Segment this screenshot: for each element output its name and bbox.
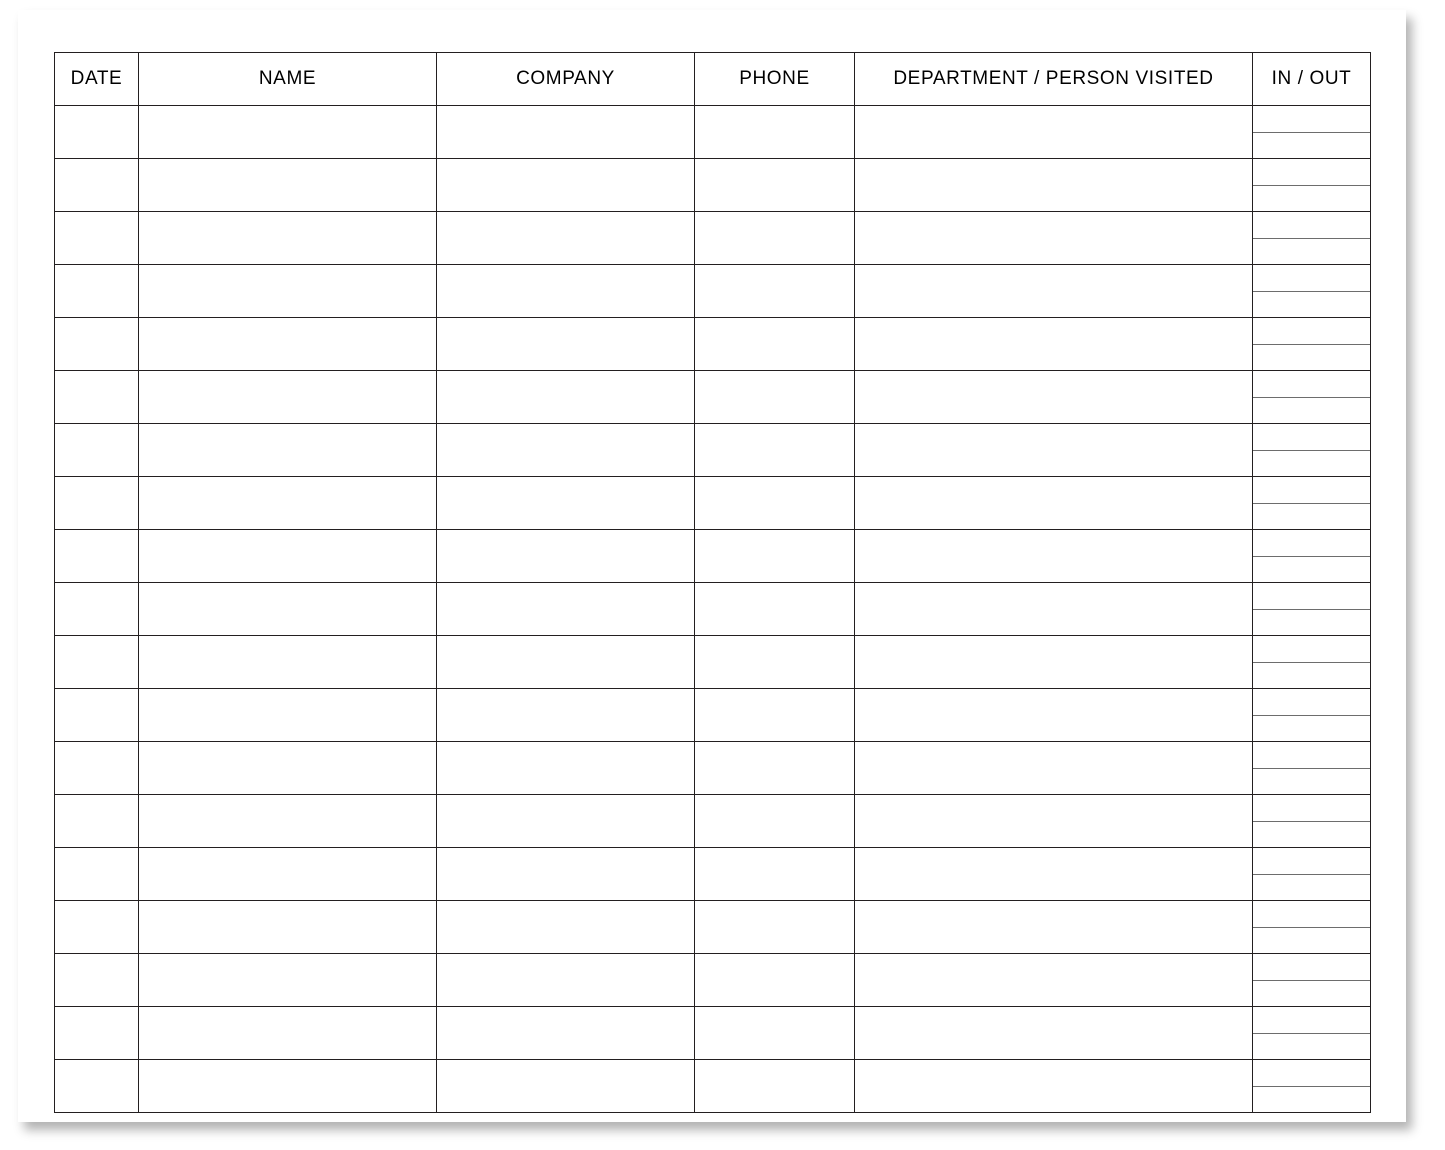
cell-dept[interactable] [855,1060,1253,1113]
cell-value-date [55,795,138,847]
cell-value-phone [695,689,854,741]
cell-value-company [437,636,694,688]
cell-value-in [1253,212,1370,238]
cell-value-in [1253,265,1370,291]
cell-value-out [1253,662,1370,688]
cell-value-out [1253,132,1370,158]
cell-value-company [437,795,694,847]
cell-date[interactable] [55,106,139,159]
cell-value-out [1253,980,1370,1006]
table-row[interactable] [55,901,1371,954]
table-row[interactable] [55,1060,1371,1113]
cell-value-in [1253,371,1370,397]
cell-company[interactable] [437,848,695,901]
cell-value-phone [695,848,854,900]
cell-phone[interactable] [695,689,855,742]
cell-value-company [437,742,694,794]
cell-value-name [139,477,436,529]
cell-value-name [139,636,436,688]
cell-value-date [55,636,138,688]
cell-dept[interactable] [855,424,1253,477]
cell-name[interactable] [139,212,437,265]
cell-date[interactable] [55,424,139,477]
cell-company[interactable] [437,1007,695,1060]
cell-value-dept [855,583,1252,635]
cell-value-date [55,901,138,953]
cell-value-date [55,1007,138,1059]
cell-value-dept [855,212,1252,264]
cell-value-name [139,795,436,847]
cell-name[interactable] [139,795,437,848]
cell-phone[interactable] [695,1007,855,1060]
in-out-divider-rule [1253,291,1370,292]
cell-value-name [139,212,436,264]
cell-value-name [139,954,436,1006]
in-out-divider-rule [1253,503,1370,504]
cell-value-company [437,901,694,953]
cell-name[interactable] [139,954,437,1007]
cell-phone[interactable] [695,530,855,583]
table-row[interactable] [55,530,1371,583]
cell-value-name [139,265,436,317]
cell-in-out[interactable] [1253,371,1371,424]
cell-value-date [55,318,138,370]
cell-value-phone [695,583,854,635]
cell-date[interactable] [55,265,139,318]
cell-company[interactable] [437,1060,695,1113]
cell-value-company [437,1060,694,1112]
cell-value-dept [855,848,1252,900]
cell-dept[interactable] [855,954,1253,1007]
cell-phone[interactable] [695,636,855,689]
table-row[interactable] [55,583,1371,636]
cell-name[interactable] [139,159,437,212]
cell-phone[interactable] [695,583,855,636]
cell-dept[interactable] [855,212,1253,265]
cell-company[interactable] [437,901,695,954]
cell-value-company [437,848,694,900]
cell-date[interactable] [55,159,139,212]
cell-value-dept [855,636,1252,688]
cell-value-date [55,848,138,900]
cell-date[interactable] [55,636,139,689]
cell-phone[interactable] [695,1060,855,1113]
cell-value-name [139,1060,436,1112]
cell-value-dept [855,1007,1252,1059]
cell-phone[interactable] [695,901,855,954]
cell-value-out [1253,503,1370,529]
cell-value-company [437,159,694,211]
cell-value-out [1253,556,1370,582]
cell-value-out [1253,291,1370,317]
cell-value-out [1253,450,1370,476]
cell-value-out [1253,715,1370,741]
cell-value-in [1253,954,1370,980]
cell-in-out[interactable] [1253,901,1371,954]
cell-value-dept [855,901,1252,953]
cell-company[interactable] [437,530,695,583]
cell-value-out [1253,1086,1370,1112]
cell-value-in [1253,159,1370,185]
table-row[interactable] [55,371,1371,424]
cell-name[interactable] [139,689,437,742]
cell-in-out[interactable] [1253,583,1371,636]
in-out-divider-rule [1253,768,1370,769]
cell-value-company [437,477,694,529]
cell-date[interactable] [55,1007,139,1060]
cell-value-phone [695,265,854,317]
cell-value-in [1253,1060,1370,1086]
cell-in-out[interactable] [1253,636,1371,689]
cell-value-in [1253,106,1370,132]
cell-value-name [139,106,436,158]
cell-dept[interactable] [855,689,1253,742]
cell-date[interactable] [55,954,139,1007]
cell-phone[interactable] [695,265,855,318]
cell-in-out[interactable] [1253,106,1371,159]
cell-value-out [1253,238,1370,264]
cell-phone[interactable] [695,318,855,371]
cell-in-out[interactable] [1253,159,1371,212]
table-row[interactable] [55,795,1371,848]
cell-value-date [55,159,138,211]
table-row[interactable] [55,212,1371,265]
cell-value-name [139,742,436,794]
cell-value-out [1253,185,1370,211]
cell-value-dept [855,742,1252,794]
cell-value-date [55,689,138,741]
cell-value-dept [855,318,1252,370]
cell-name[interactable] [139,848,437,901]
in-out-divider-rule [1253,344,1370,345]
cell-value-dept [855,371,1252,423]
in-out-divider-rule [1253,662,1370,663]
cell-value-dept [855,1060,1252,1112]
cell-value-name [139,689,436,741]
cell-company[interactable] [437,318,695,371]
cell-phone[interactable] [695,424,855,477]
cell-value-company [437,318,694,370]
cell-value-phone [695,106,854,158]
cell-value-dept [855,689,1252,741]
cell-value-out [1253,397,1370,423]
cell-value-phone [695,1007,854,1059]
cell-value-name [139,901,436,953]
cell-value-in [1253,795,1370,821]
cell-dept[interactable] [855,901,1253,954]
cell-date[interactable] [55,1060,139,1113]
cell-value-name [139,424,436,476]
cell-value-in [1253,583,1370,609]
cell-value-company [437,583,694,635]
cell-value-dept [855,954,1252,1006]
cell-date[interactable] [55,318,139,371]
table-header [55,53,1371,106]
cell-value-out [1253,874,1370,900]
cell-value-in [1253,424,1370,450]
cell-name[interactable] [139,742,437,795]
cell-dept[interactable] [855,636,1253,689]
cell-dept[interactable] [855,742,1253,795]
cell-in-out[interactable] [1253,795,1371,848]
column-header-department-person-visited: DEPARTMENT / PERSON VISITED [855,53,1253,106]
in-out-divider-rule [1253,821,1370,822]
cell-value-company [437,689,694,741]
cell-in-out[interactable] [1253,477,1371,530]
cell-in-out[interactable] [1253,742,1371,795]
cell-value-company [437,212,694,264]
cell-value-name [139,848,436,900]
cell-company[interactable] [437,212,695,265]
cell-date[interactable] [55,477,139,530]
cell-value-date [55,106,138,158]
cell-value-name [139,159,436,211]
cell-value-company [437,530,694,582]
cell-value-name [139,1007,436,1059]
cell-value-date [55,583,138,635]
in-out-divider-rule [1253,238,1370,239]
cell-dept[interactable] [855,371,1253,424]
cell-dept[interactable] [855,795,1253,848]
cell-phone[interactable] [695,159,855,212]
table-row[interactable] [55,636,1371,689]
cell-name[interactable] [139,583,437,636]
cell-value-in [1253,530,1370,556]
cell-value-name [139,318,436,370]
table-row[interactable] [55,689,1371,742]
cell-value-date [55,530,138,582]
in-out-divider-rule [1253,397,1370,398]
cell-value-out [1253,1033,1370,1059]
cell-company[interactable] [437,636,695,689]
cell-value-date [55,742,138,794]
table-row[interactable] [55,954,1371,1007]
cell-name[interactable] [139,901,437,954]
cell-value-name [139,583,436,635]
cell-value-in [1253,848,1370,874]
cell-company[interactable] [437,795,695,848]
cell-value-phone [695,477,854,529]
cell-phone[interactable] [695,954,855,1007]
cell-dept[interactable] [855,1007,1253,1060]
cell-value-phone [695,1060,854,1112]
cell-dept[interactable] [855,159,1253,212]
cell-in-out[interactable] [1253,318,1371,371]
cell-dept[interactable] [855,265,1253,318]
cell-phone[interactable] [695,212,855,265]
cell-value-phone [695,424,854,476]
cell-company[interactable] [437,265,695,318]
cell-date[interactable] [55,583,139,636]
cell-in-out[interactable] [1253,530,1371,583]
cell-value-company [437,106,694,158]
column-header-in-out: IN / OUT [1253,53,1371,106]
table-row[interactable] [55,742,1371,795]
cell-value-company [437,1007,694,1059]
in-out-divider-rule [1253,715,1370,716]
cell-value-company [437,424,694,476]
cell-value-out [1253,344,1370,370]
cell-date[interactable] [55,901,139,954]
cell-name[interactable] [139,371,437,424]
cell-name[interactable] [139,530,437,583]
cell-company[interactable] [437,159,695,212]
cell-dept[interactable] [855,530,1253,583]
cell-value-date [55,265,138,317]
cell-value-phone [695,212,854,264]
cell-date[interactable] [55,689,139,742]
cell-phone[interactable] [695,371,855,424]
table-row[interactable] [55,265,1371,318]
cell-dept[interactable] [855,477,1253,530]
cell-in-out[interactable] [1253,424,1371,477]
cell-value-in [1253,318,1370,344]
cell-value-name [139,530,436,582]
cell-value-name [139,371,436,423]
cell-value-in [1253,636,1370,662]
cell-company[interactable] [437,477,695,530]
in-out-divider-rule [1253,1033,1370,1034]
column-header-date: DATE [55,53,139,106]
cell-date[interactable] [55,371,139,424]
column-header-phone: PHONE [695,53,855,106]
cell-dept[interactable] [855,583,1253,636]
cell-value-date [55,424,138,476]
cell-value-date [55,371,138,423]
cell-company[interactable] [437,742,695,795]
table-header-row [55,53,1371,106]
cell-name[interactable] [139,636,437,689]
cell-date[interactable] [55,530,139,583]
cell-value-dept [855,106,1252,158]
cell-value-phone [695,954,854,1006]
cell-value-date [55,212,138,264]
cell-in-out[interactable] [1253,1060,1371,1113]
cell-phone[interactable] [695,106,855,159]
cell-value-phone [695,318,854,370]
cell-value-date [55,954,138,1006]
cell-value-out [1253,609,1370,635]
cell-company[interactable] [437,424,695,477]
cell-phone[interactable] [695,795,855,848]
in-out-divider-rule [1253,450,1370,451]
cell-company[interactable] [437,583,695,636]
visitor-log-table [54,52,1371,1113]
cell-dept[interactable] [855,106,1253,159]
log-sheet-paper [18,10,1406,1122]
cell-dept[interactable] [855,848,1253,901]
cell-value-phone [695,159,854,211]
cell-in-out[interactable] [1253,1007,1371,1060]
table-row[interactable] [55,159,1371,212]
cell-value-in [1253,477,1370,503]
cell-in-out[interactable] [1253,689,1371,742]
cell-name[interactable] [139,1060,437,1113]
cell-phone[interactable] [695,477,855,530]
cell-value-phone [695,742,854,794]
cell-in-out[interactable] [1253,848,1371,901]
cell-value-phone [695,636,854,688]
cell-date[interactable] [55,795,139,848]
cell-value-company [437,265,694,317]
table-row[interactable] [55,424,1371,477]
cell-value-out [1253,821,1370,847]
cell-phone[interactable] [695,848,855,901]
in-out-divider-rule [1253,927,1370,928]
table-row[interactable] [55,318,1371,371]
column-header-name: NAME [139,53,437,106]
cell-company[interactable] [437,106,695,159]
in-out-divider-rule [1253,132,1370,133]
table-row[interactable] [55,848,1371,901]
cell-value-phone [695,371,854,423]
column-header-company: COMPANY [437,53,695,106]
cell-dept[interactable] [855,318,1253,371]
cell-date[interactable] [55,212,139,265]
in-out-divider-rule [1253,874,1370,875]
table-row[interactable] [55,477,1371,530]
cell-value-in [1253,742,1370,768]
cell-value-out [1253,927,1370,953]
cell-in-out[interactable] [1253,954,1371,1007]
cell-value-dept [855,265,1252,317]
cell-value-in [1253,689,1370,715]
cell-name[interactable] [139,318,437,371]
in-out-divider-rule [1253,609,1370,610]
cell-value-date [55,1060,138,1112]
cell-name[interactable] [139,477,437,530]
cell-name[interactable] [139,1007,437,1060]
cell-name[interactable] [139,265,437,318]
cell-value-dept [855,159,1252,211]
cell-company[interactable] [437,954,695,1007]
cell-value-dept [855,530,1252,582]
cell-value-date [55,477,138,529]
cell-date[interactable] [55,742,139,795]
cell-value-phone [695,901,854,953]
cell-value-dept [855,477,1252,529]
cell-value-in [1253,1007,1370,1033]
cell-value-dept [855,424,1252,476]
cell-value-company [437,954,694,1006]
table-row[interactable] [55,1007,1371,1060]
cell-company[interactable] [437,689,695,742]
cell-name[interactable] [139,424,437,477]
cell-name[interactable] [139,106,437,159]
cell-value-in [1253,901,1370,927]
cell-phone[interactable] [695,742,855,795]
table-row[interactable] [55,106,1371,159]
in-out-divider-rule [1253,1086,1370,1087]
cell-value-phone [695,530,854,582]
in-out-divider-rule [1253,980,1370,981]
in-out-divider-rule [1253,556,1370,557]
cell-date[interactable] [55,848,139,901]
cell-value-phone [695,795,854,847]
cell-company[interactable] [437,371,695,424]
cell-value-out [1253,768,1370,794]
cell-in-out[interactable] [1253,212,1371,265]
cell-value-company [437,371,694,423]
cell-in-out[interactable] [1253,265,1371,318]
in-out-divider-rule [1253,185,1370,186]
cell-value-dept [855,795,1252,847]
table-body [55,106,1371,1113]
